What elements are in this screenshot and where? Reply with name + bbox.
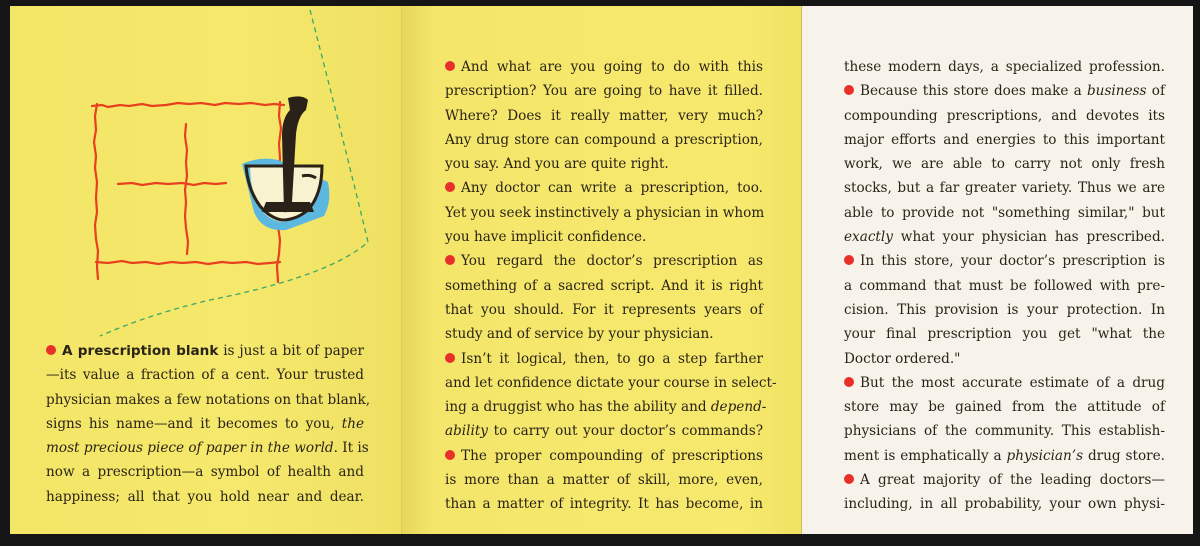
text-line: And what are you going to do with this bbox=[445, 55, 763, 79]
text-line: ment is emphatically a physician’s drug store. bbox=[844, 447, 1165, 464]
panel-middle-text bbox=[445, 55, 777, 517]
text-line: work, we are able to carry not only fresh bbox=[844, 156, 1165, 173]
text-line: —its value a fraction of a cent. Your trusted bbox=[46, 367, 364, 384]
text-line: now a prescription—a symbol of health and bbox=[46, 464, 364, 481]
panel-right bbox=[802, 6, 1193, 534]
text-line: Doctor ordered." bbox=[844, 350, 961, 367]
text-line: A prescription blank is just a bit of paper bbox=[46, 339, 364, 363]
text-line: is more than a matter of skill, more, even, bbox=[445, 472, 763, 489]
bullet-icon bbox=[445, 255, 455, 265]
text-line: and let confidence dictate your course in select- bbox=[445, 374, 777, 391]
text-line: A great majority of the leading doctors— bbox=[844, 468, 1165, 492]
text-line: you have implicit confidence. bbox=[445, 229, 647, 246]
text-line: including, in all probability, your own physi- bbox=[844, 496, 1165, 513]
text-line: your final prescription you get "what the bbox=[844, 326, 1165, 343]
text-line: major efforts and energies to this important bbox=[844, 131, 1165, 148]
dashed-guide-line bbox=[100, 10, 368, 336]
text-line: In this store, your doctor’s prescription is bbox=[844, 249, 1165, 273]
text-line: compounding prescriptions, and devotes its bbox=[844, 107, 1165, 124]
bullet-icon bbox=[445, 353, 455, 363]
text-line: Any drug store can compound a prescription, bbox=[445, 131, 763, 148]
text-line: ing a druggist who has the ability and depend- bbox=[445, 399, 767, 416]
text-line: study and of service by your physician. bbox=[445, 326, 714, 343]
panel-middle bbox=[402, 6, 802, 534]
bullet-icon bbox=[445, 182, 455, 192]
text-line: these modern days, a specialized profession. bbox=[844, 59, 1165, 75]
panel-left-text bbox=[46, 339, 371, 509]
bullet-icon bbox=[46, 345, 56, 355]
text-line: prescription? You are going to have it filled. bbox=[445, 83, 763, 100]
bullet-icon bbox=[844, 377, 854, 387]
text-line: ability to carry out your doctor’s commands? bbox=[445, 423, 763, 440]
text-line: than a matter of integrity. It has become, in bbox=[445, 496, 763, 513]
text-line: that you should. For it represents years of bbox=[445, 301, 763, 318]
bullet-icon bbox=[844, 255, 854, 265]
text-line: a command that must be followed with pre- bbox=[844, 277, 1165, 294]
bullet-icon bbox=[844, 474, 854, 484]
text-line: The proper compounding of prescriptions bbox=[445, 444, 763, 468]
text-line: Isn’t it logical, then, to go a step farther bbox=[445, 347, 763, 371]
brochure-sheet bbox=[10, 6, 1193, 534]
text-line: cision. This provision is your protection. In bbox=[844, 301, 1165, 318]
text-line: You regard the doctor’s prescription as bbox=[445, 249, 763, 273]
mortar-and-pestle-icon bbox=[242, 96, 329, 230]
text-line: something of a sacred script. And it is right bbox=[445, 277, 763, 294]
bullet-icon bbox=[844, 85, 854, 95]
text-line: Any doctor can write a prescription, too. bbox=[445, 176, 763, 200]
bullet-icon bbox=[445, 61, 455, 71]
panel-right-text bbox=[844, 55, 1165, 517]
text-line: able to provide not "something similar," but bbox=[844, 204, 1165, 221]
bullet-icon bbox=[445, 450, 455, 460]
text-line: you say. And you are quite right. bbox=[445, 156, 669, 173]
text-line: most precious piece of paper in the world. It is bbox=[46, 440, 369, 457]
text-line: physicians of the community. This establish- bbox=[844, 423, 1165, 440]
text-line: stocks, but a far greater variety. Thus we are bbox=[844, 180, 1165, 197]
lead-phrase: A prescription blank bbox=[62, 343, 219, 359]
text-line: physician makes a few notations on that blank, bbox=[46, 391, 371, 408]
panel-left bbox=[10, 6, 402, 534]
text-line: But the most accurate estimate of a drug bbox=[844, 371, 1165, 395]
text-line: happiness; all that you hold near and dear. bbox=[46, 488, 364, 505]
text-line: exactly what your physician has prescribed. bbox=[844, 229, 1165, 246]
text-line: store may be gained from the attitude of bbox=[844, 399, 1165, 416]
text-line: Yet you seek instinctively a physician in whom bbox=[445, 204, 765, 221]
text-line: Where? Does it really matter, very much? bbox=[445, 107, 763, 124]
text-line: Because this store does make a business of bbox=[844, 79, 1165, 103]
text-line: signs his name—and it becomes to you, the bbox=[46, 415, 364, 432]
